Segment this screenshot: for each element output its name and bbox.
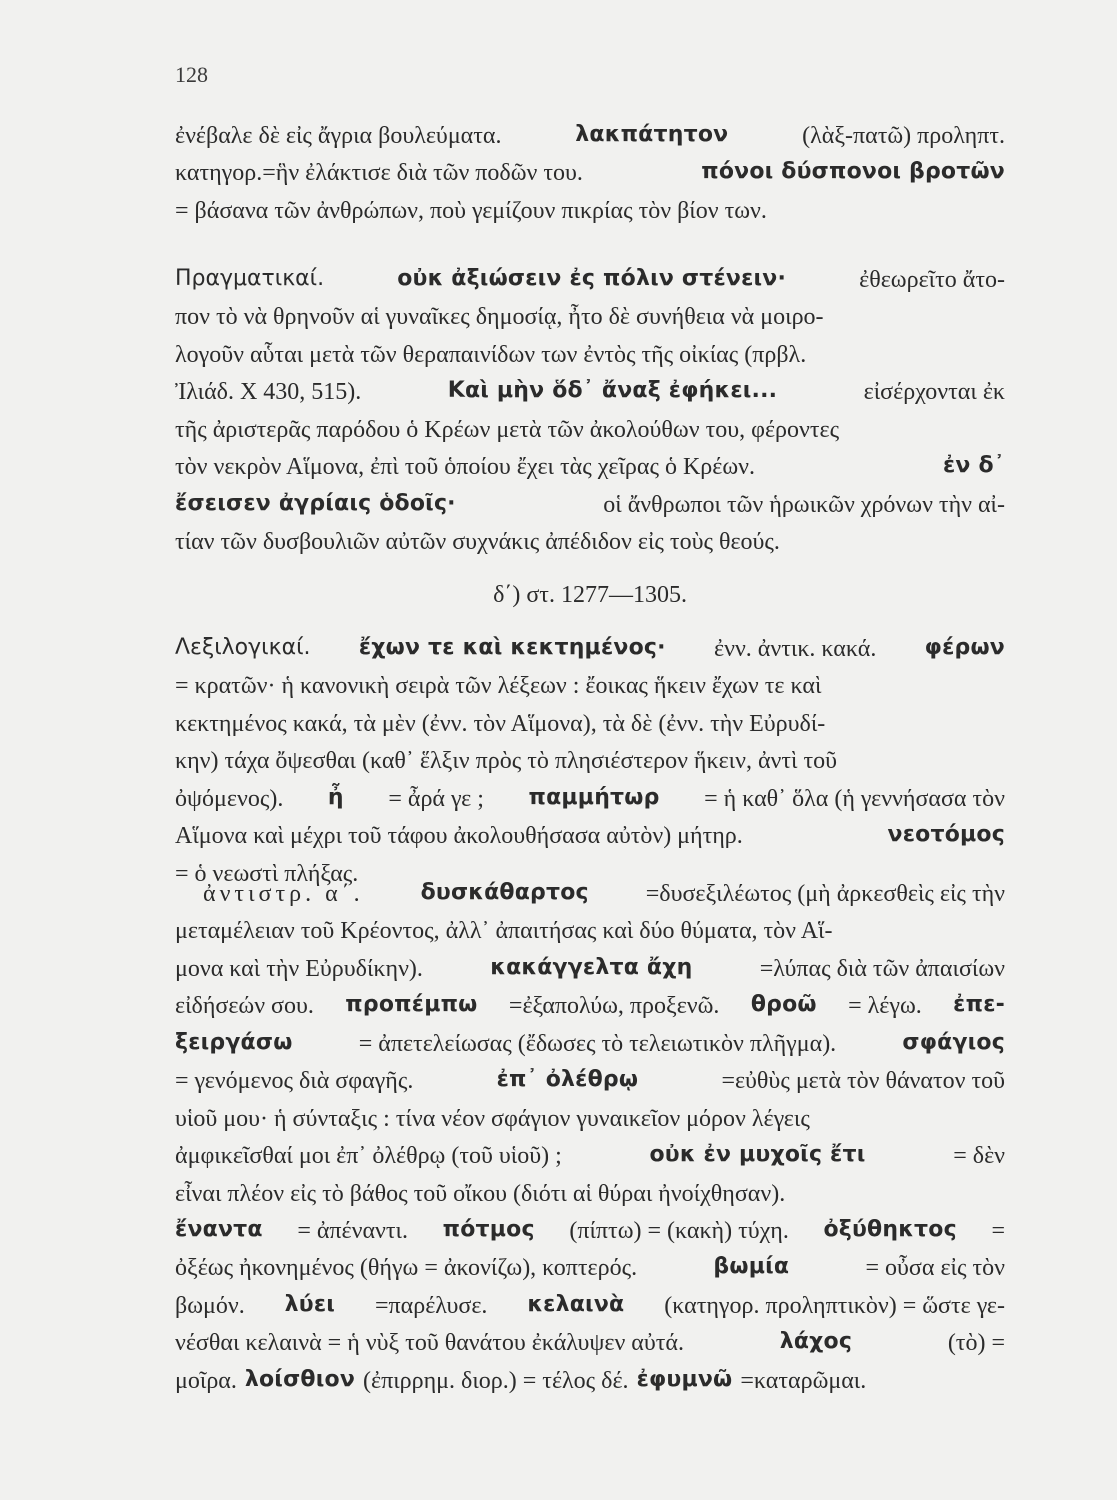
text-run: = λέγω. [848,993,922,1020]
text-line [175,951,1005,988]
bold-lemma: λάχος [779,1329,853,1355]
bold-lemma: λύει [284,1291,336,1317]
bold-lemma: οὐκ ἀξιώσειν ἐς πόλιν στένειν· [397,266,787,291]
text-line [175,1026,1005,1063]
text-run: ἐνέβαλε δὲ εἰς ἄγρια βουλεύματα. [175,123,502,149]
text-run: (ἐπιρρημ. διορ.) = τέλος δέ. [363,1367,629,1394]
text-run: ἐθεωρεῖτο ἄτο- [859,267,1005,293]
text-line [175,631,1005,668]
text-line [175,876,1005,913]
text-run: λογοῦν αὗται μετὰ τῶν θεραπαινίδων των ἐντὸς τῆς οἰκίας (πρβλ. [175,341,807,368]
text-run: κεκτημένος κακά, τὰ μὲν (ἐνν. τὸν Αἵμονα), τὰ δὲ (ἐνν. τὴν Εὐρυδί- [175,710,826,737]
text-run: = ἡ καθ᾽ ὅλα (ἡ γεννήσασα τὸν [704,785,1005,812]
text-run: =παρέλυσε. [375,1292,488,1319]
bold-lemma: δυσκάθαρτος [420,880,589,905]
text-line [175,743,1005,780]
bold-lemma: παμμήτωρ [528,784,660,810]
bold-lemma: ξειργάσω [175,1029,293,1055]
bold-lemma: προπέμπω [345,992,478,1018]
bold-lemma: πότμος [442,1216,535,1242]
bold-lemma: ἐφυμνῶ [636,1366,733,1392]
text-run: = ὁ νεωστὶ πλήξας. [175,860,359,887]
text-run: = ἀπετελείωσας (ἔδωσες τὸ τελειωτικὸν πλῆγμα). [358,1030,837,1057]
section-label: Πραγματικαί. [175,266,325,291]
bold-lemma: σφάγιος [902,1029,1005,1055]
bold-lemma: λοίσθιον [244,1366,356,1392]
text-line [175,781,1005,818]
text-run: κατηγορ.=ἣν ἐλάκτισε διὰ τῶν ποδῶν του. [175,160,583,187]
text-run: =εὐθὺς μετὰ τὸν θάνατον τοῦ [721,1068,1005,1095]
text-line [175,1213,1005,1250]
section-label: Λεξιλογικαί. [175,635,311,660]
text-line [175,155,1005,192]
text-run: εἰδήσεών σου. [175,993,314,1020]
text-line [175,193,1005,230]
section-heading: δ΄) στ. 1277—1305. [493,582,687,608]
paragraph-intro [175,118,1005,230]
text-run: μονα καὶ τὴν Εὐρυδίκην). [175,955,423,982]
text-run: οἱ ἄνθρωποι τῶν ἡρωικῶν χρόνων τὴν αἰ- [603,491,1005,518]
glossary-antistrophe [175,876,1005,1400]
text-line [175,449,1005,486]
text-run: μεταμέλειαν τοῦ Κρέοντος, ἀλλ᾽ ἀπαιτήσας καὶ δύο θύματα, τὸν Αἵ- [175,918,833,945]
text-run: = οὖσα εἰς τὸν [865,1255,1005,1282]
text-run: βωμόν. [175,1292,245,1319]
text-run: τὸν νεκρὸν Αἵμονα, ἐπὶ τοῦ ὁποίου ἔχει τὰς χεῖρας ὁ Κρέων. [175,454,756,481]
text-run: = κρατῶν· ἡ κανονικὴ σειρὰ τῶν λέξεων : ἔοικας ἥκειν ἔχων τε καὶ [175,673,822,700]
text-run: τῆς ἀριστερᾶς παρόδου ὁ Κρέων μετὰ τῶν ἀκολούθων του, φέροντες [175,416,840,443]
text-run: =ἐξαπολύω, προξενῶ. [508,993,720,1020]
glossary-lexilogikai [175,631,1005,893]
text-run: = [991,1217,1005,1244]
text-run: μοῖρα. [175,1367,237,1394]
text-run: ἀμφικεῖσθαί μοι ἐπ᾽ ὀλέθρῳ (τοῦ υἱοῦ) ; [175,1143,562,1170]
text-run: κην) τάχα ὄψεσθαι (καθ᾽ ἕλξιν πρὸς τὸ πλησιέστερον ἥκειν, ἀντὶ τοῦ [175,748,838,775]
text-run: =δυσεξιλέωτος (μὴ ἀρκεσθεὶς εἰς τὴν [645,881,1005,907]
bold-lemma: βωμία [713,1254,790,1280]
text-line [175,913,1005,950]
bold-lemma: ἐπε- [953,992,1005,1018]
text-line [175,412,1005,449]
text-run: = ἆρά γε ; [388,785,484,812]
text-line [175,668,1005,705]
bold-lemma: ἔχων τε καὶ κεκτημένος· [358,635,666,660]
bold-lemma: ἐπ᾽ ὀλέθρῳ [496,1067,639,1093]
text-line [175,1176,1005,1213]
bold-lemma: ἔναντα [175,1216,263,1242]
text-run: (λὰξ-πατῶ) προληπτ. [802,123,1005,149]
bold-lemma: Καὶ μὴν ὅδ᾽ ἄναξ ἐφήκει... [447,378,778,404]
bold-lemma: ὀξύθηκτος [823,1216,957,1242]
paragraph-pragmatikai [175,262,1005,562]
bold-lemma: θροῶ [750,992,817,1018]
text-run: = βάσανα τῶν ἀνθρώπων, ποὺ γεμίζουν πικρίας τὸν βίον των. [175,197,767,224]
text-run: = ἀπέναντι. [297,1217,408,1244]
bold-lemma: λακπάτητον [575,122,729,147]
text-line [175,706,1005,743]
text-run: πον τὸ νὰ θρηνοῦν αἱ γυναῖκες δημοσίᾳ, ἦτο δὲ συνήθεια νὰ μοιρο- [175,304,824,331]
text-line [175,524,1005,561]
text-run: (τὸ) = [947,1330,1005,1357]
text-run: νέσθαι κελαινὰ = ἡ νὺξ τοῦ θανάτου ἐκάλυψεν αὐτά. [175,1330,684,1357]
text-run: ἐνν. ἀντικ. κακά. [714,636,877,662]
text-line [175,118,1005,155]
text-line [175,1325,1005,1362]
text-run: = δὲν [953,1143,1005,1170]
bold-lemma: οὐκ ἐν μυχοῖς ἔτι [649,1142,866,1168]
bold-lemma: κελαινὰ [527,1291,625,1317]
text-line [175,299,1005,336]
bold-lemma: νεοτόμος [887,822,1005,848]
text-run: (κατηγορ. προληπτικὸν) = ὥστε γε- [664,1292,1005,1319]
text-line [175,262,1005,299]
text-run: = γενόμενος διὰ σφαγῆς. [175,1068,414,1095]
text-run: Ἰλιάδ. Χ 430, 515). [175,379,362,406]
text-line [175,1063,1005,1100]
bold-lemma: ἦ [327,784,344,810]
text-line [175,988,1005,1025]
text-line [175,1363,1005,1400]
text-line [175,487,1005,524]
text-run: =καταρῶμαι. [740,1367,867,1394]
text-line [175,1250,1005,1287]
text-run: εἰσέρχονται ἐκ [863,379,1005,406]
text-run: Αἵμονα καὶ μέχρι τοῦ τάφου ἀκολουθήσασα αὐτὸν) μήτηρ. [175,823,743,850]
text-line [175,1288,1005,1325]
text-line [175,1101,1005,1138]
bold-lemma: κακάγγελτα ἄχη [490,954,693,980]
text-line [175,337,1005,374]
text-run: τίαν τῶν δυσβουλιῶν αὐτῶν συχνάκις ἀπέδιδον εἰς τοὺς θεούς. [175,529,780,556]
text-run: εἶναι πλέον εἰς τὸ βάθος τοῦ οἴκου (διότι αἱ θύραι ἠνοίχθησαν). [175,1180,786,1207]
text-run: (πίπτω) = (κακὴ) τύχη. [569,1217,789,1244]
antistrophe-label: ἀντιστρ. α΄. [203,881,364,907]
text-run: =λύπας διὰ τῶν ἀπαισίων [759,955,1005,982]
text-line [175,1138,1005,1175]
page-number: 128 [175,62,208,87]
bold-lemma: ἔσεισεν ἀγρίαις ὁδοῖς· [175,490,456,516]
bold-lemma: πόνοι δύσπονοι βροτῶν [701,159,1005,185]
text-line [175,818,1005,855]
text-run: ὀψόμενος). [175,785,284,812]
text-line [175,374,1005,411]
bold-lemma: ἐν δ᾽ [942,453,1005,479]
text-run: υἱοῦ μου· ἡ σύνταξις : τίνα νέον σφάγιον γυναικεῖον μόρον λέγεις [175,1105,810,1132]
text-run: ὀξέως ἠκονημένος (θήγω = ἀκονίζω), κοπτερός. [175,1255,638,1282]
bold-lemma: φέρων [924,635,1005,660]
